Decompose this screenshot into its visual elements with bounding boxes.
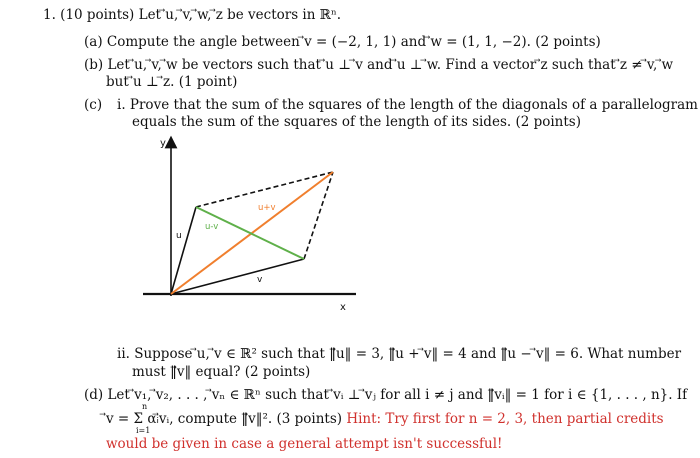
- part-c-ii-line1: ii. Suppose ⃗u, ⃗v ∈ ℝ² such that ‖⃗u‖ = 3, ‖⃗u + ⃗v‖ = 4 and ‖⃗u − ⃗v‖ = 6. What number: [117, 346, 682, 362]
- part-c-i-line2: equals the sum of the squares of the length of its sides. (2 points): [132, 114, 582, 130]
- part-d-hint-line2: would be given in case a general attempt isn't successful!: [106, 436, 503, 452]
- x-axis-label: x: [340, 302, 346, 313]
- v-label: v: [257, 275, 263, 285]
- part-d-formula: ⃗v = Σ αᵢ⃗vᵢ, compute ‖⃗v‖². (3 points): [106, 411, 347, 427]
- sum-lower-limit: i=1: [136, 426, 151, 435]
- diagonal-u-minus-v: [196, 207, 304, 259]
- u-label: u: [176, 231, 182, 241]
- dashed-right-side: [304, 172, 333, 259]
- u-minus-v-label: u-v: [205, 222, 219, 232]
- part-c-i-line1: i. Prove that the sum of the squares of the length of the diagonals of a parallelogram: [117, 97, 698, 113]
- part-b-line1: (b) Let ⃗u, ⃗v, ⃗w be vectors such that ⃗u ⊥ ⃗v and ⃗u ⊥ ⃗w. Find a vector ⃗z such that ⃗z ≠ ⃗v, ⃗w: [84, 57, 674, 73]
- part-d-line2: [106, 411, 664, 427]
- vector-v: [171, 259, 304, 294]
- vector-u: [171, 207, 196, 294]
- part-c-ii-line2: must ‖⃗v‖ equal? (2 points): [132, 364, 311, 380]
- u-plus-v-label: u+v: [258, 203, 276, 213]
- dashed-top-side: [196, 172, 333, 207]
- problem-header: 1. (10 points) Let ⃗u, ⃗v, ⃗w, ⃗z be vectors in ℝⁿ.: [43, 7, 342, 23]
- part-b-line2: but ⃗u ⊥ ⃗z. (1 point): [106, 74, 238, 90]
- part-d-hint: Hint: Try first for n = 2, 3, then partial credits: [346, 411, 664, 427]
- part-a: (a) Compute the angle between ⃗v = (−2, 1, 1) and ⃗w = (1, 1, −2). (2 points): [84, 34, 601, 50]
- part-c-label: (c): [84, 97, 103, 113]
- y-axis-label: y: [160, 138, 166, 149]
- sum-upper-limit: n: [142, 402, 148, 411]
- part-d-line1: (d) Let ⃗v₁, ⃗v₂, . . . , ⃗vₙ ∈ ℝⁿ such that ⃗vᵢ ⊥ ⃗vⱼ for all i ≠ j and ‖⃗vᵢ‖ = 1 for i ∈ {1, . . . , n}. If: [84, 387, 688, 403]
